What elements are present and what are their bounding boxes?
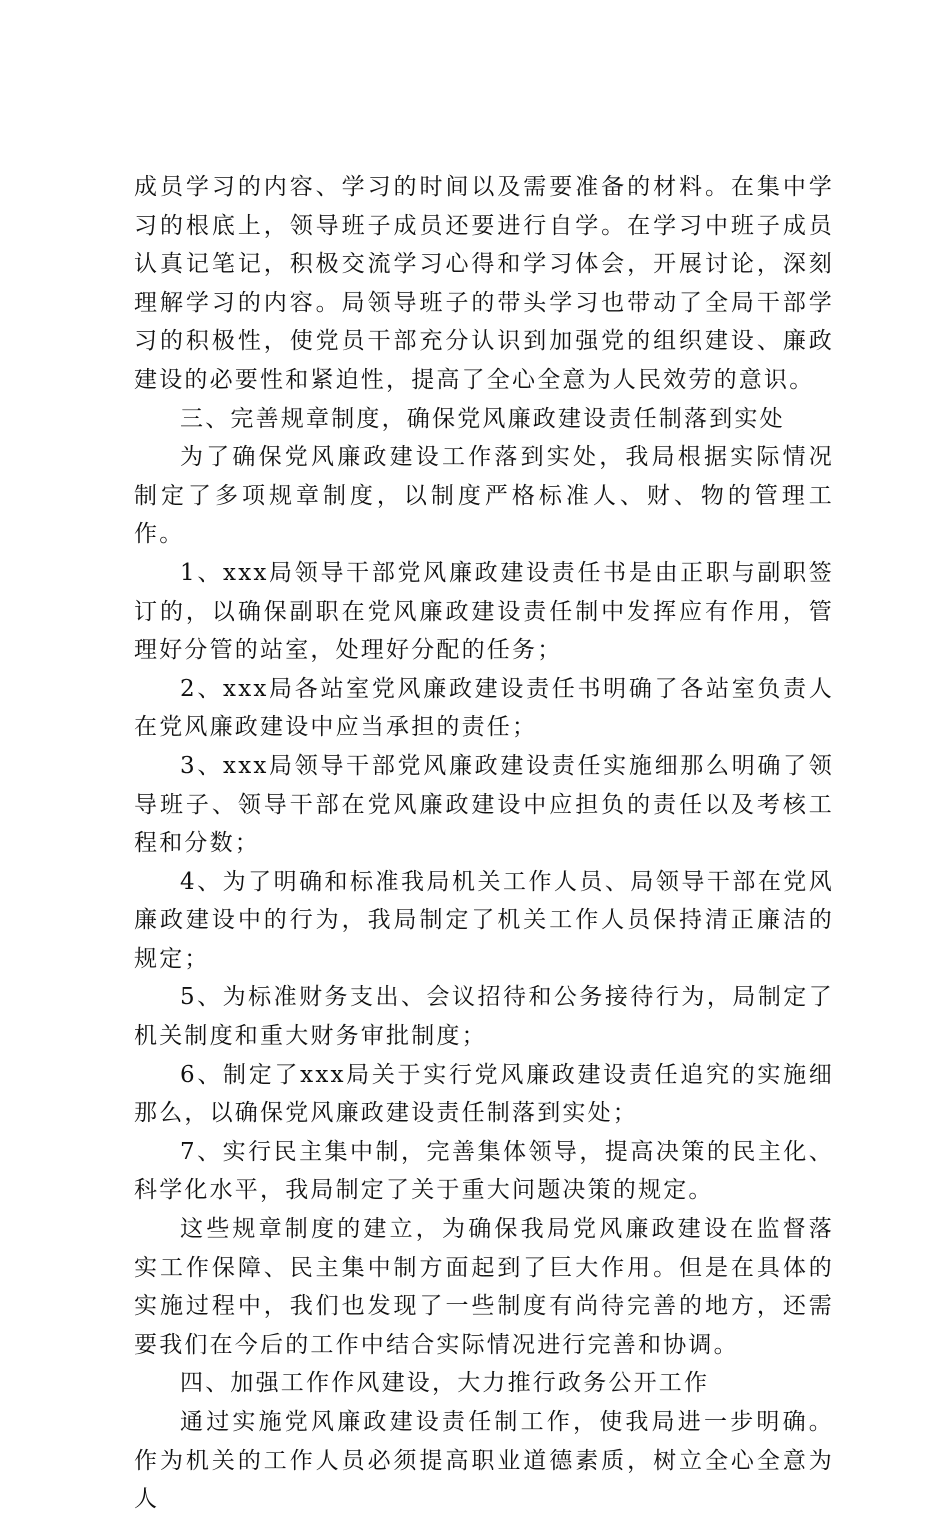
list-item-7: 7、实行民主集中制，完善集体领导，提高决策的民主化、科学化水平，我局制定了关于重大问题决策的规定。 bbox=[134, 1138, 834, 1204]
list-item-5: 5、为标准财务支出、会议招待和公务接待行为，局制定了机关制度和重大财务审批制度； bbox=[134, 984, 834, 1050]
document-body bbox=[134, 168, 834, 1519]
section-heading-three: 三、完善规章制度，确保党风廉政建设责任制落到实处 bbox=[180, 405, 785, 432]
section-heading-four: 四、加强工作作风建设，大力推行政务公开工作 bbox=[180, 1370, 710, 1397]
list-item-2: 2、xxx局各站室党风廉政建设责任书明确了各站室负责人在党风廉政建设中应当承担的责任； bbox=[134, 675, 834, 741]
list-item-1: 1、xxx局领导干部党风廉政建设责任书是由正职与副职签订的，以确保副职在党风廉政建设责任制中发挥应有作用，管理好分管的站室，处理好分配的任务； bbox=[134, 559, 834, 664]
paragraph-rules-summary: 这些规章制度的建立，为确保我局党风廉政建设在监督落实工作保障、民主集中制方面起到了巨大作用。但是在具体的实施过程中，我们也发现了一些制度有尚待完善的地方，还需要我们在今后的工作中结合实际情况进行完善和协调。 bbox=[134, 1216, 834, 1358]
list-item-4: 4、为了明确和标准我局机关工作人员、局领导干部在党风廉政建设中的行为，我局制定了机关工作人员保持清正廉洁的规定； bbox=[134, 868, 834, 972]
paragraph-work-style: 通过实施党风廉政建设责任制工作，使我局进一步明确。作为机关的工作人员必须提高职业道德素质，树立全心全意为人 bbox=[134, 1409, 834, 1513]
list-item-3: 3、xxx局领导干部党风廉政建设责任实施细那么明确了领导班子、领导干部在党风廉政建设中应担负的责任以及考核工程和分数； bbox=[134, 752, 834, 857]
paragraph-rules-intro: 为了确保党风廉政建设工作落到实处，我局根据实际情况制定了多项规章制度，以制度严格标准人、财、物的管理工作。 bbox=[134, 444, 834, 548]
paragraph-study-content: 成员学习的内容、学习的时间以及需要准备的材料。在集中学习的根底上，领导班子成员还要进行自学。在学习中班子成员认真记笔记，积极交流学习心得和学习体会，开展讨论，深刻理解学习的内容。局领导班子的带头学习也带动了全局干部学习的积极性，使党员干部充分认识到加强党的组织建设、廉政建设的必要性和紧迫性，提高了全心全意为人民效劳的意识。 bbox=[134, 174, 834, 393]
list-item-6: 6、制定了xxx局关于实行党风廉政建设责任追究的实施细那么，以确保党风廉政建设责任制落到实处； bbox=[134, 1061, 834, 1127]
